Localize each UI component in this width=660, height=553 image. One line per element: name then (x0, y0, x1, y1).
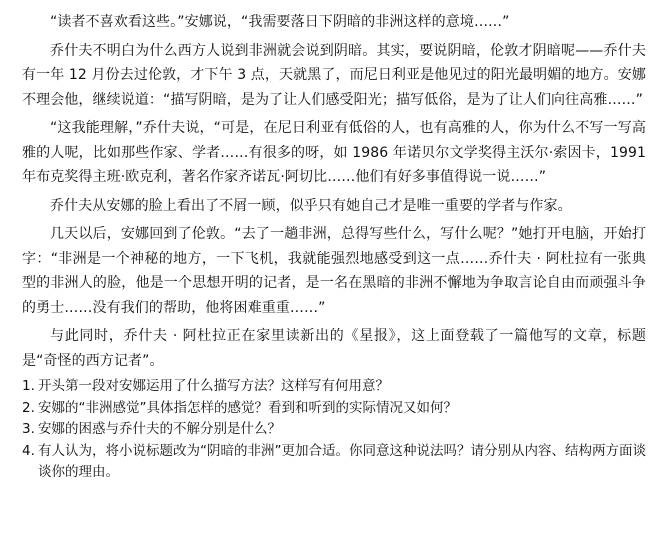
question-text: 安娜的“非洲感觉”具体指怎样的感觉？看到和听到的实际情况又如何？ (38, 399, 457, 416)
question-2 (22, 398, 646, 420)
story-passage (22, 10, 646, 373)
paragraph-2: 乔什夫不明白为什么西方人说到非洲就会说到阴暗。其实，要说阴暗，伦敦才阴暗呢——乔什夫有一年 12 月份去过伦敦，才下午 3 点，天就黑了，而尼日利亚是他见过的阳光最明媚的地方。安娜不理会他，继续说道：“描写阴暗，是为了让人们感受阳光；描写低俗，是为了让人们向往高雅……” (22, 42, 646, 108)
paragraph-1: “读者不喜欢看这些。”安娜说，“我需要落日下阴暗的非洲这样的意境……” (50, 14, 510, 30)
question-list (22, 376, 646, 484)
question-number: 4. (22, 442, 35, 459)
paragraph-5: 几天以后，安娜回到了伦敦。“去了一趟非洲，总得写些什么，写什么呢？”她打开电脑，开始打字：“非洲是一个神秘的地方，一下飞机，我就能强烈地感受到这一点……乔什夫 · 阿杜拉有一张典型的非洲人的脸，他是一个思想开明的记者，是一名在黑暗的非洲不懈地为争取言论自由而顽强斗争的勇士……没有我们的帮助，他将困难重重……” (22, 226, 646, 316)
question-1 (22, 376, 646, 398)
question-number: 1. (22, 378, 35, 394)
question-number: 2. (22, 399, 35, 416)
paragraph-3: “这我能理解，”乔什夫说，“可是，在尼日利亚有低俗的人，也有高雅的人，你为什么不写一写高雅的人呢，比如那些作家、学者……有很多的呀，如 1986 年诺贝尔文学奖得主沃尔·索因卡，1991 年布克奖得主班·欧克利，著名作家齐诺瓦·阿切比……他们有好多事值得说一说……” (22, 120, 646, 185)
question-4 (22, 441, 646, 484)
question-text: 有人认为，将小说标题改为“阴暗的非洲”更加合适。你同意这种说法吗？请分别从内容、结构两方面谈谈你的理由。 (38, 442, 646, 480)
question-text: 开头第一段对安娜运用了什么描写方法？这样写有何用意？ (38, 378, 389, 394)
question-3 (22, 419, 646, 441)
paragraph-6: 与此同时，乔什夫 · 阿杜拉正在家里读新出的《星报》，这上面登载了一篇他写的文章，标题是“奇怪的西方记者”。 (22, 328, 646, 369)
paragraph-4: 乔什夫从安娜的脸上看出了不屑一顾，似乎只有她自己才是唯一重要的学者与作家。 (50, 197, 572, 214)
question-text: 安娜的困惑与乔什夫的不解分别是什么？ (38, 421, 281, 437)
question-number: 3. (22, 421, 35, 437)
